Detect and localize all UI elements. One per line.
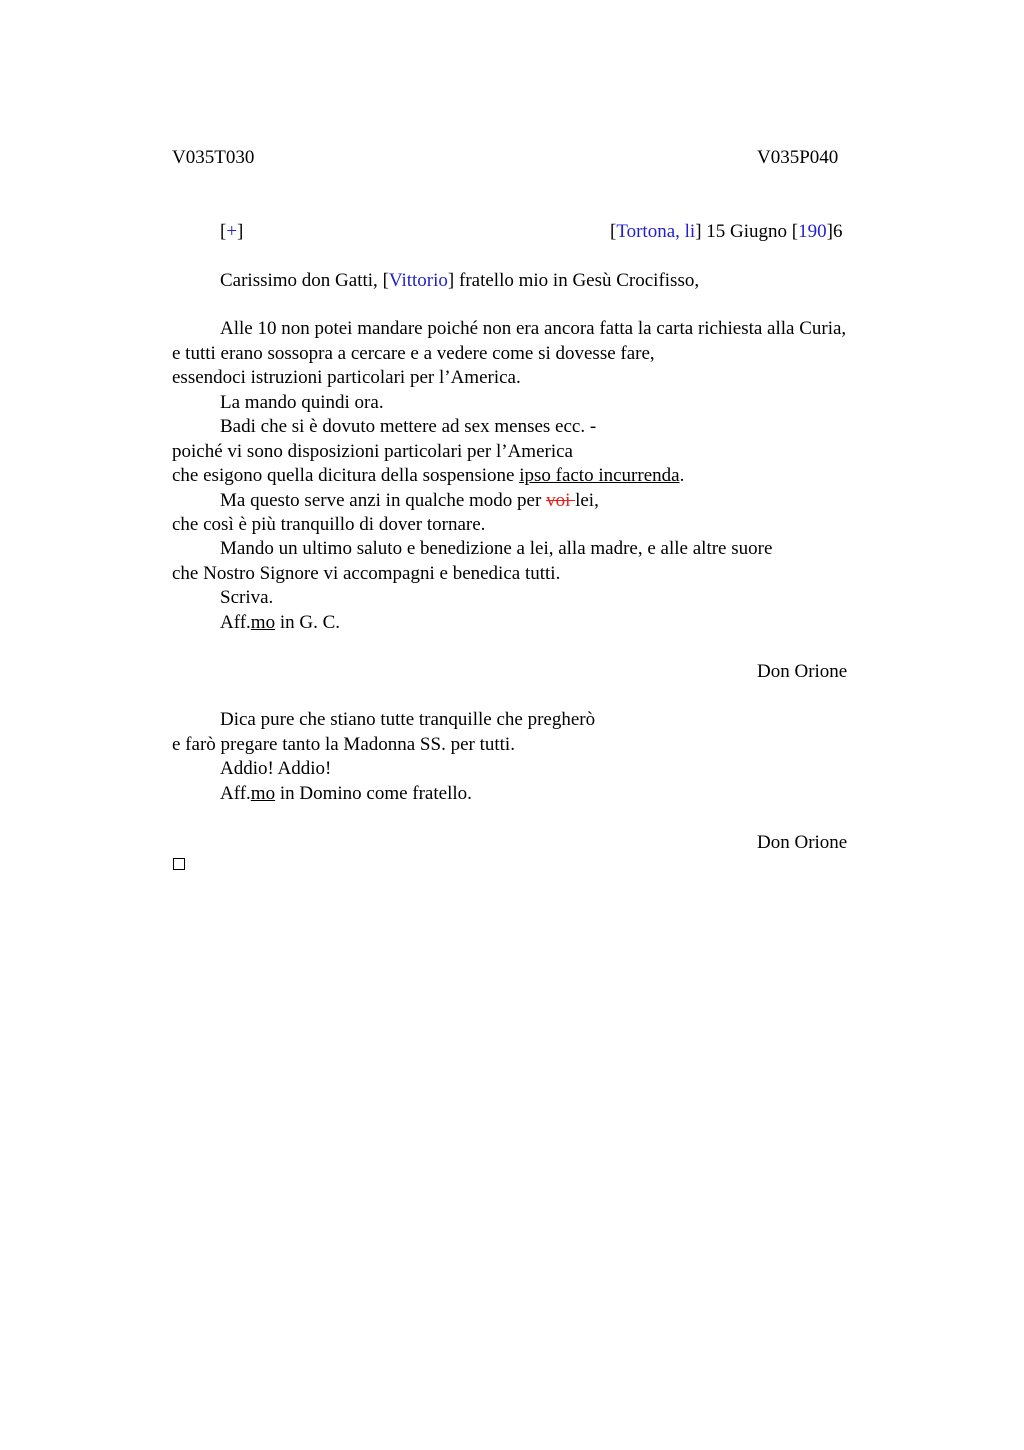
letter-date: [Tortona, li] 15 Giugno [190]6 — [610, 221, 843, 242]
postscript-line: Addio! Addio! — [220, 758, 332, 779]
deleted-word: voi — [546, 490, 576, 511]
document-code-right: V035P040 — [757, 147, 839, 168]
body-line: che così è più tranquillo di dover tornare. — [172, 514, 486, 535]
editorial-insertion: Tortona, li — [616, 221, 696, 242]
body-line: La mando quindi ora. — [220, 392, 384, 413]
body-line: Badi che si è dovuto mettere ad sex menses ecc. - — [220, 416, 597, 437]
postscript-line: Dica pure che stiano tutte tranquille che pregherò — [220, 709, 596, 730]
editorial-insertion: Vittorio — [388, 270, 448, 291]
document-code-left: V035T030 — [172, 147, 255, 168]
body-line: poiché vi sono disposizioni particolari per l’America — [172, 441, 573, 462]
postscript-line: e farò pregare tanto la Madonna SS. per tutti. — [172, 734, 515, 755]
body-line: essendoci istruzioni particolari per l’America. — [172, 367, 521, 388]
salutation: Carissimo don Gatti, [Vittorio] fratello mio in Gesù Crocifisso, — [220, 270, 700, 291]
body-line: e tutti erano sossopra a cercare e a vedere come si dovesse fare, — [172, 343, 655, 364]
body-line: Scriva. — [220, 587, 274, 608]
cross-mark: [+] — [220, 221, 244, 242]
editorial-insertion: + — [226, 221, 238, 242]
body-line: Mando un ultimo saluto e benedizione a lei, alla madre, e alle altre suore — [220, 538, 773, 559]
square-outline-icon — [173, 858, 185, 870]
signature: Don Orione — [757, 661, 848, 682]
body-line: che Nostro Signore vi accompagni e benedica tutti. — [172, 563, 561, 584]
body-line: Alle 10 non potei mandare poiché non era ancora fatta la carta richiesta alla Curia, — [220, 318, 847, 339]
signature: Don Orione — [757, 832, 848, 853]
editorial-insertion: 190 — [798, 221, 827, 242]
body-line: che esigono quella dicitura della sospensione ipso facto incurrenda. — [172, 465, 685, 486]
closing-line: Aff.mo in G. C. — [220, 612, 341, 633]
body-line: Ma questo serve anzi in qualche modo per voi lei, — [220, 490, 599, 511]
closing-line: Aff.mo in Domino come fratello. — [220, 783, 472, 804]
underlined-phrase: ipso facto incurrenda — [519, 465, 680, 486]
